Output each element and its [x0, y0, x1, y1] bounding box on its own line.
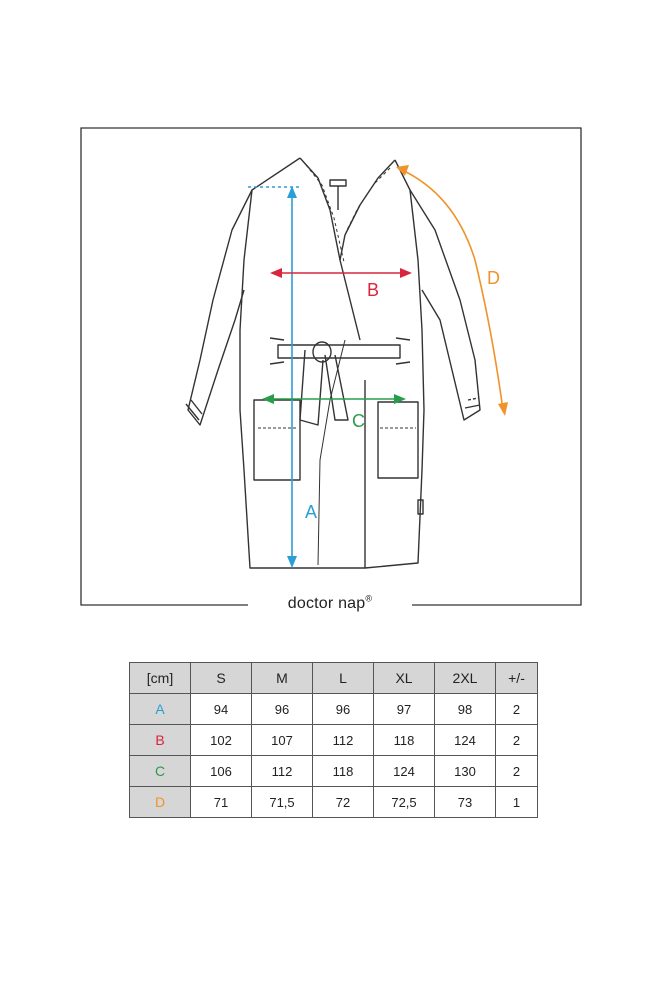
size-table	[129, 662, 538, 818]
size-header: L	[313, 663, 374, 694]
size-header: 2XL	[435, 663, 496, 694]
table-cell: 94	[191, 694, 252, 725]
table-cell: 96	[252, 694, 313, 725]
size-header: M	[252, 663, 313, 694]
table-cell: 97	[374, 694, 435, 725]
registered-mark: ®	[365, 593, 373, 604]
row-label: A	[130, 694, 191, 725]
table-cell: 73	[435, 787, 496, 818]
table-cell: 106	[191, 756, 252, 787]
table-cell: 72,5	[374, 787, 435, 818]
table-cell: 71	[191, 787, 252, 818]
table-row	[130, 694, 538, 725]
table-cell: 98	[435, 694, 496, 725]
table-cell: 112	[252, 756, 313, 787]
row-label: B	[130, 725, 191, 756]
table-cell: 124	[435, 725, 496, 756]
tolerance-cell: 2	[496, 756, 538, 787]
table-row	[130, 787, 538, 818]
size-header: XL	[374, 663, 435, 694]
table-cell: 118	[374, 725, 435, 756]
table-cell: 130	[435, 756, 496, 787]
unit-header: [cm]	[130, 663, 191, 694]
robe-outline	[186, 158, 480, 568]
table-cell: 107	[252, 725, 313, 756]
table-cell: 71,5	[252, 787, 313, 818]
size-header: S	[191, 663, 252, 694]
row-label: C	[130, 756, 191, 787]
table-cell: 96	[313, 694, 374, 725]
tolerance-cell: 2	[496, 725, 538, 756]
measure-b-label: B	[367, 280, 380, 300]
measure-a-label: A	[305, 502, 318, 522]
tolerance-cell: 1	[496, 787, 538, 818]
table-cell: 118	[313, 756, 374, 787]
tolerance-header: +/-	[496, 663, 538, 694]
measure-d	[396, 165, 508, 416]
table-row	[130, 756, 538, 787]
measure-a	[248, 186, 300, 568]
size-table-header	[130, 663, 538, 694]
table-cell: 102	[191, 725, 252, 756]
table-cell: 72	[313, 787, 374, 818]
measure-c-label: C	[352, 411, 365, 431]
table-row	[130, 725, 538, 756]
row-label: D	[130, 787, 191, 818]
diagram-frame	[81, 128, 581, 605]
tolerance-cell: 2	[496, 694, 538, 725]
brand-name: doctor nap	[287, 595, 366, 612]
measure-d-label: D	[487, 268, 500, 288]
table-cell: 124	[374, 756, 435, 787]
brand-logo	[250, 591, 410, 617]
table-cell: 112	[313, 725, 374, 756]
